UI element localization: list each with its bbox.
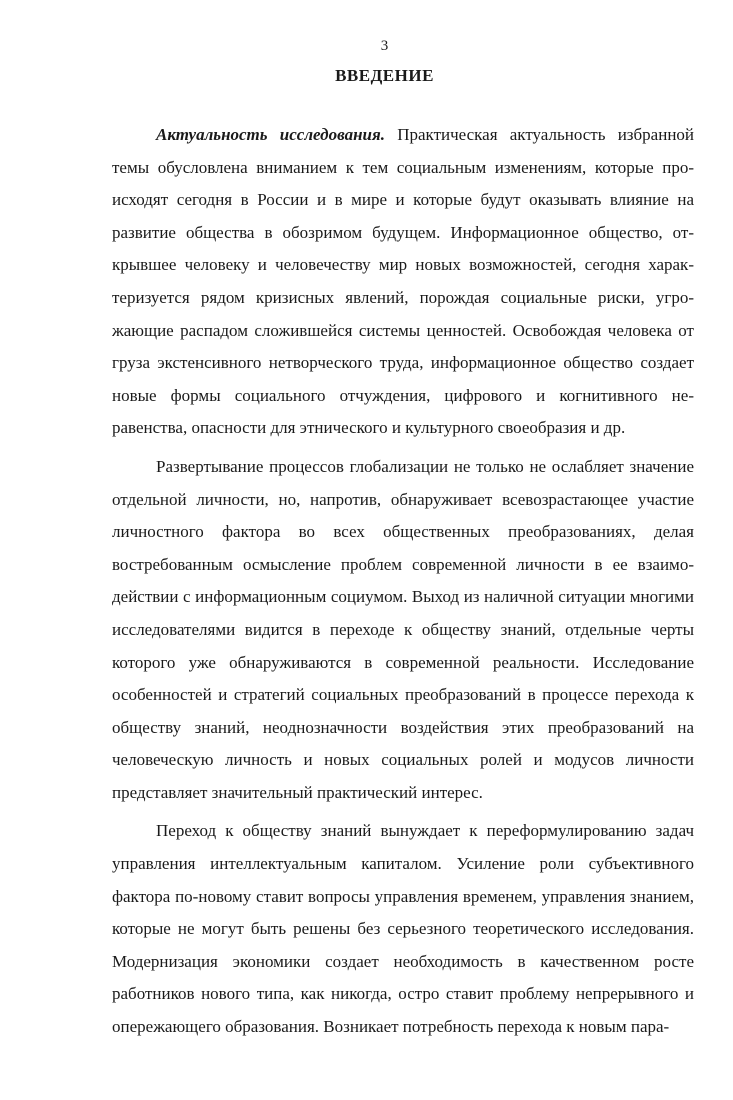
paragraph-2 bbox=[112, 451, 694, 810]
paragraph-text: Практическая актуальность избранной темы обусловлена вниманием к тем социальным изменениям, которые происходят сегодня в России и в мире и которые будут оказывать влияние на развитие общества в обозримом будущем. Информационное общество, открывшее человеку и человечеству мир новых возможностей, сегодня характеризуется рядом кризисных явлений, порождая социальные риски, угрожающие распадом сложившейся системы ценностей. Освобождая человека от груза экстенсивного нетворческого труда, информационное общество создает новые формы социального отчуждения, цифрового и когнитивного неравенства, опасности для этнического и культурного своеобразия и др. bbox=[112, 125, 695, 438]
paragraph-3 bbox=[112, 815, 694, 1043]
page-number: 3 bbox=[380, 38, 389, 54]
paragraph-lead: Актуальность исследования. bbox=[156, 125, 385, 144]
section-heading: ВВЕДЕНИЕ bbox=[335, 66, 434, 85]
paragraph-text: Переход к обществу знаний вынуждает к переформулированию задач управления интеллектуальным капиталом. Усиление роли субъективного фактора по-новому ставит вопросы управления временем, управления знанием, которые не могут быть решены без серьезного теоретического исследования. Модернизация экономики создает необходимость в качественном росте работников нового типа, как никогда, остро ставит проблему непрерывного и опережающего образования. Возникает потребность перехода к новым пара- bbox=[112, 821, 694, 1037]
body-text bbox=[112, 119, 694, 1050]
paragraph-1 bbox=[112, 119, 694, 445]
paragraph-text: Развертывание процессов глобализации не только не ослабляет значение отдельной личности, но, напротив, обнаруживает всевозрастающее участие личностного фактора во всех общественных преобразованиях, делая востребованным осмысление проблем современной личности в ее взаимодействии с информационным социумом. Выход из наличной ситуации многими исследователями видится в переходе к обществу знаний, отдельные черты которого уже обнаруживаются в современной реальности. Исследование особенностей и стратегий социальных преобразований в процессе перехода к обществу знаний, неоднозначности воздействия этих преобразований на человеческую личность и новых социальных ролей и модусов личности представляет значительный практический интерес. bbox=[112, 456, 694, 802]
